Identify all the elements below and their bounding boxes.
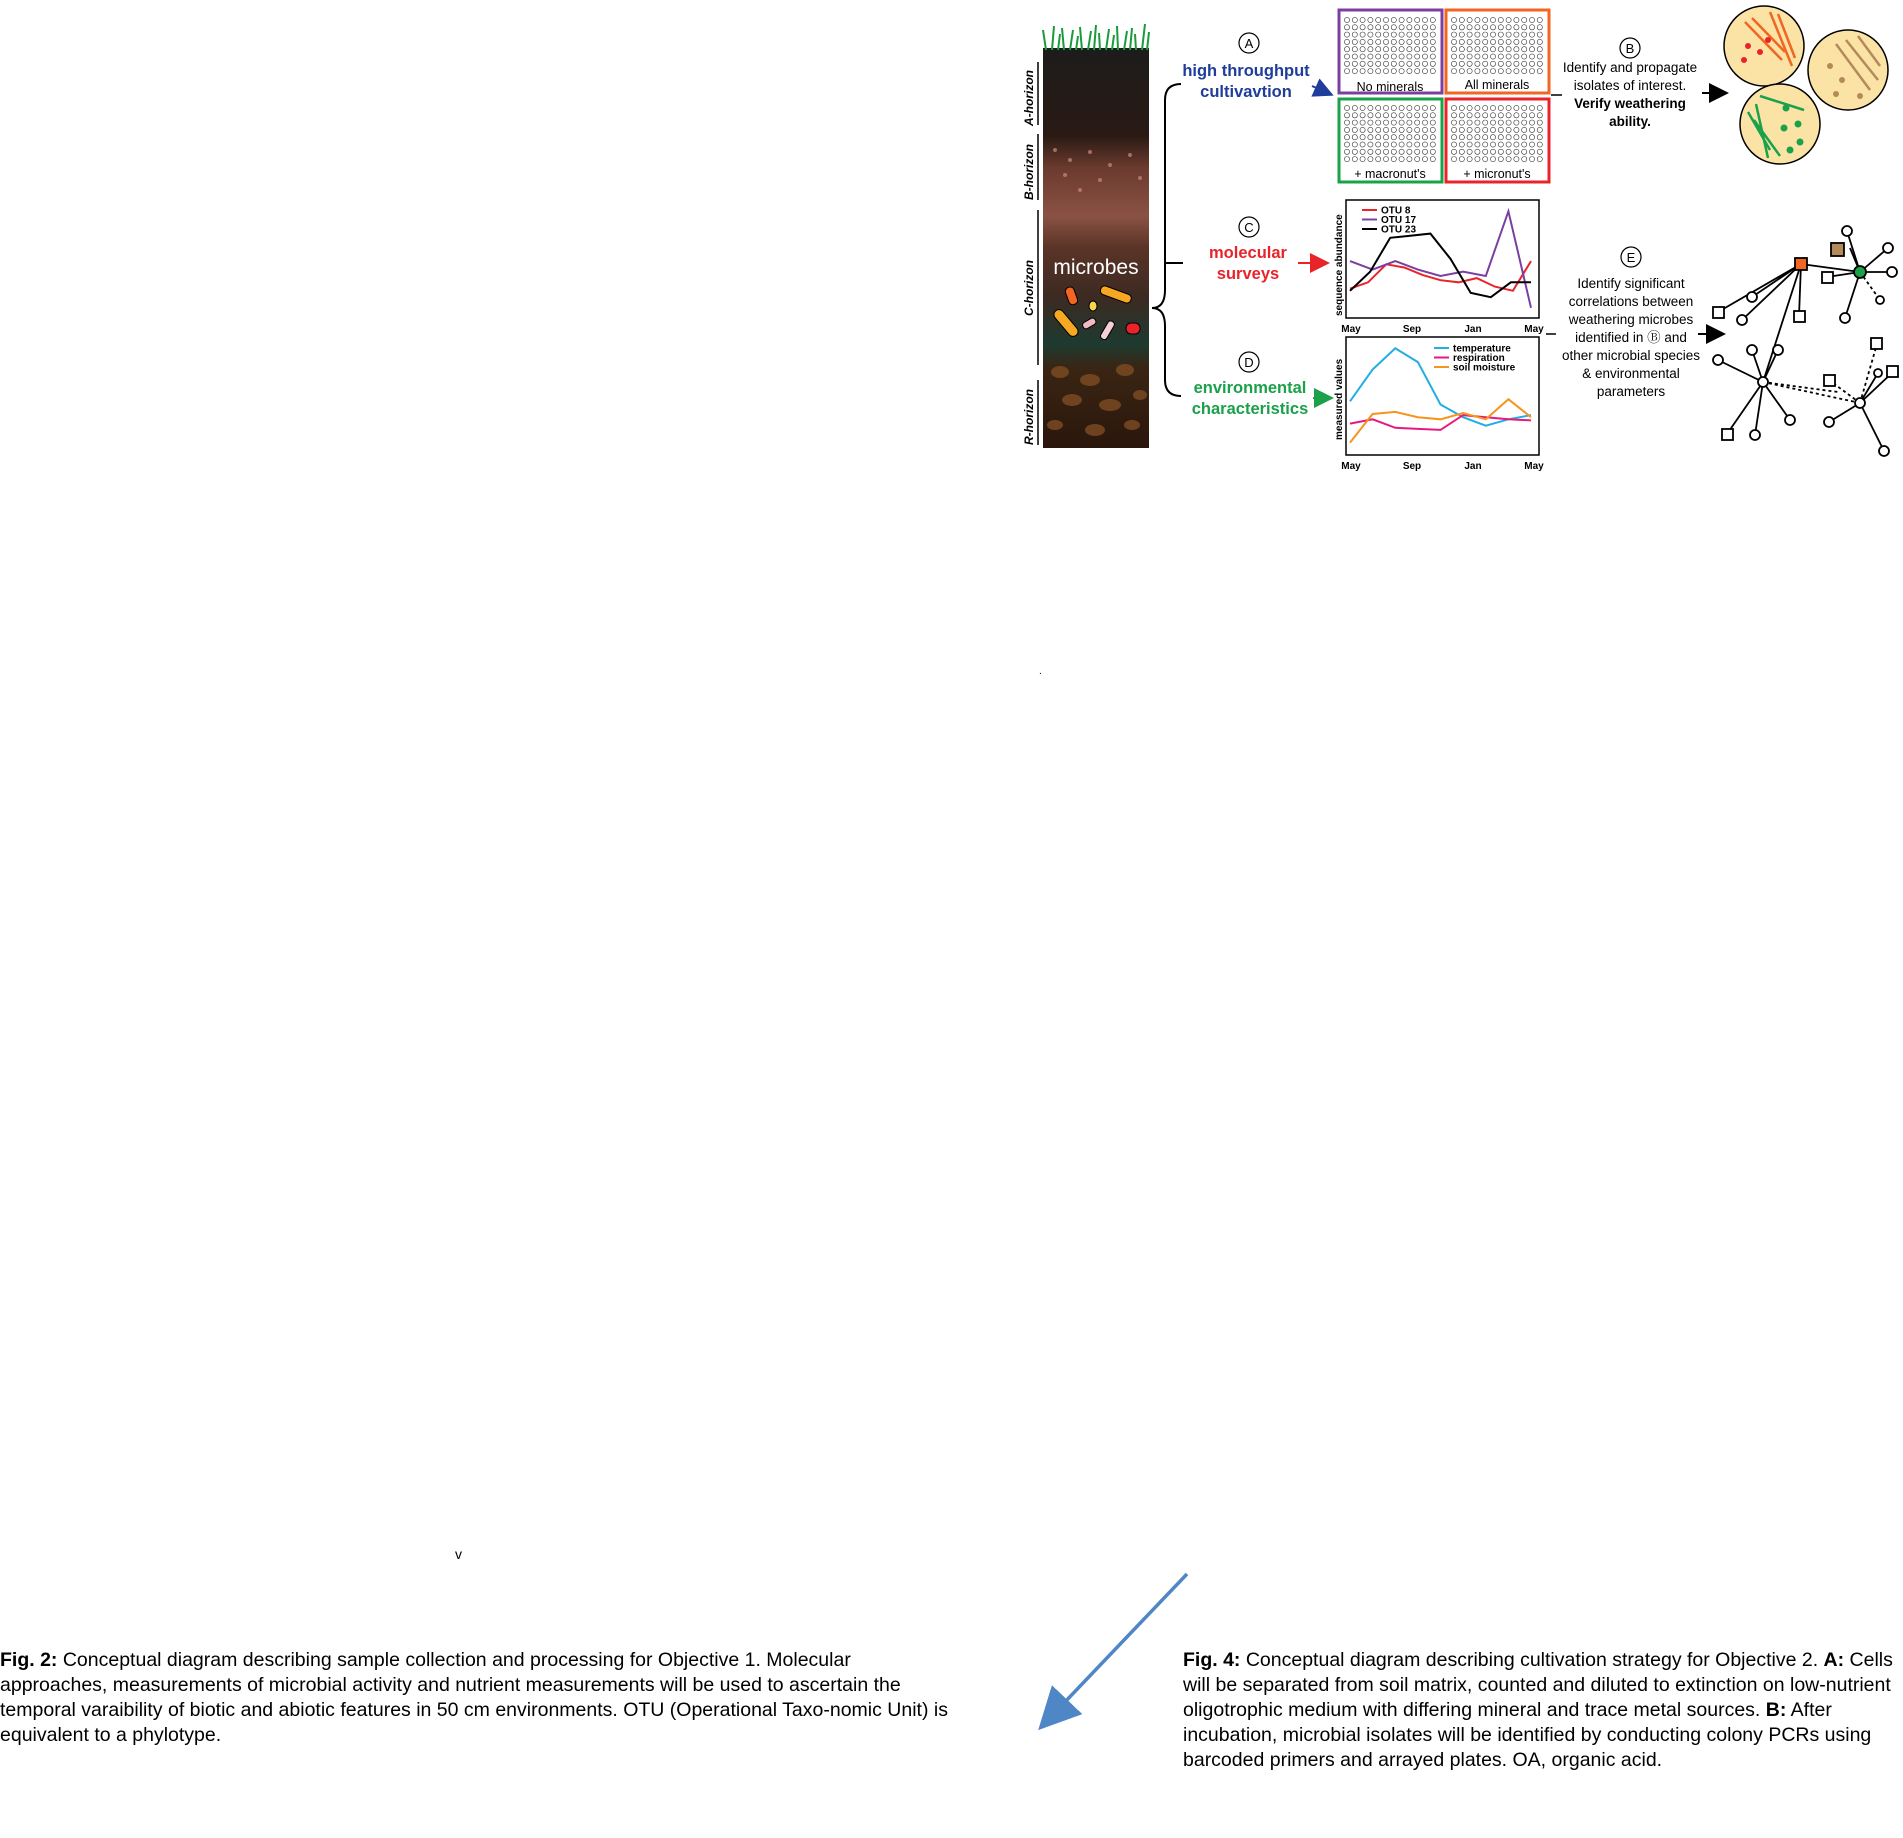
- step-e: [1546, 247, 1722, 399]
- caption-label: Fig. 4:: [1183, 1649, 1241, 1671]
- petri-dish-green: [1740, 84, 1820, 164]
- x-tick-label: May: [1341, 324, 1361, 335]
- r-horizon-label: R-horizon: [1022, 389, 1036, 445]
- plate-grid: [1339, 10, 1549, 182]
- legend-label: OTU 17: [1381, 215, 1417, 226]
- annotation-arrow: [1043, 1574, 1187, 1725]
- plate-label: + micronut's: [1463, 167, 1531, 181]
- caption-text: After incubation, microbial isolates will be identified by conducting colony PCRs using barcoded primers and arrayed plates. OA, organic acid.: [1183, 1699, 1872, 1771]
- x-tick-label: May: [1524, 461, 1544, 472]
- step-d: [1192, 352, 1330, 418]
- caption-text: Conceptual diagram describing cultivation strategy for Objective 2.: [1240, 1649, 1824, 1671]
- plate-macronutrients: [1339, 99, 1442, 182]
- step-e-text-5: other microbial species: [1561, 348, 1701, 363]
- step-e-text-1: Identify significant: [1577, 276, 1685, 291]
- step-b: [1551, 38, 1725, 129]
- stray-mark: .: [1039, 666, 1042, 677]
- caption-sublabel-a: A:: [1823, 1649, 1845, 1671]
- soil-profile: [1022, 24, 1149, 448]
- plate-label: + macronut's: [1354, 167, 1426, 181]
- chart-ylabel: sequence abundance: [1334, 214, 1345, 316]
- step-b-text-3: Verify weathering: [1574, 96, 1686, 111]
- soil-column: [1043, 48, 1149, 448]
- network-node-brown: [1831, 243, 1844, 256]
- step-a-label-2: cultivavtion: [1200, 83, 1292, 101]
- grass-icon: [1043, 24, 1149, 50]
- step-e-text-7: parameters: [1596, 384, 1666, 399]
- x-tick-label: Jan: [1464, 324, 1482, 335]
- microbes-label: microbes: [1053, 256, 1139, 279]
- x-tick-label: May: [1341, 461, 1361, 472]
- legend-label: respiration: [1453, 353, 1505, 364]
- environment-chart: [1334, 337, 1544, 472]
- figure-2-caption: [0, 1648, 960, 1748]
- step-e-text-2: correlations between: [1568, 294, 1694, 309]
- chart-ylabel: measured values: [1334, 358, 1345, 440]
- step-a-label-1: high throughput: [1182, 62, 1310, 80]
- plate-all-minerals: [1446, 10, 1549, 93]
- correlation-network: [1713, 226, 1898, 456]
- petri-dishes: [1724, 6, 1888, 164]
- legend-label: temperature: [1453, 343, 1511, 355]
- otu-abundance-chart: [1334, 200, 1544, 335]
- step-b-text-1: Identify and propagate: [1562, 60, 1698, 75]
- plate-label: All minerals: [1464, 78, 1530, 92]
- step-c-letter: C: [1244, 220, 1254, 235]
- step-e-text-3: weathering microbes: [1568, 312, 1694, 327]
- petri-dish-brown: [1808, 30, 1888, 110]
- step-e-text-4: identified in Ⓑ and: [1575, 330, 1687, 345]
- chart-frame: [1346, 337, 1539, 455]
- chart-xticks: [1341, 324, 1544, 335]
- plate-micronutrients: [1446, 99, 1549, 182]
- step-c: [1209, 217, 1326, 283]
- caption-text: Cells will be separated from soil matrix, counted and diluted to extinction on low-nutrient oligotrophic medium with differing mineral and trace metal sources.: [1183, 1649, 1893, 1721]
- b-horizon-label: B-horizon: [1022, 144, 1036, 200]
- step-a: [1182, 33, 1330, 101]
- petri-dish-orange: [1724, 6, 1804, 86]
- caption-text: Conceptual diagram describing sample collection and processing for Objective 1. Molecular approaches, measurements of microbial activity and nutrient measurements will be used to ascertain the temporal varaibility of biotic and abiotic features in 50 cm environments. OTU (Operational Taxo-nomic Unit) is equivalent to a phylotype.: [0, 1649, 948, 1746]
- step-e-letter: E: [1626, 250, 1636, 265]
- step-a-arrow: [1312, 86, 1330, 94]
- network-node-green: [1854, 266, 1866, 278]
- x-tick-label: Sep: [1402, 461, 1422, 472]
- x-tick-label: Jan: [1464, 461, 1482, 472]
- x-tick-label: May: [1524, 324, 1544, 335]
- step-b-letter: B: [1625, 41, 1635, 56]
- plate-label: No minerals: [1356, 80, 1424, 94]
- legend-label: OTU 8: [1381, 205, 1411, 217]
- step-a-letter: A: [1244, 36, 1254, 51]
- plate-no-minerals: [1339, 10, 1442, 94]
- figure-4-caption: [1183, 1648, 1903, 1773]
- legend-label: soil moisture: [1453, 362, 1516, 374]
- caption-sublabel-b: B:: [1765, 1699, 1787, 1721]
- legend-label: OTU 23: [1381, 224, 1417, 236]
- step-b-text-2: isolates of interest.: [1573, 78, 1687, 93]
- stray-mark: v: [455, 1546, 462, 1562]
- step-b-text-4: ability.: [1609, 114, 1651, 129]
- step-e-text-6: & environmental: [1582, 366, 1680, 381]
- curly-brace: [1152, 84, 1181, 396]
- step-d-label-2: characteristics: [1191, 400, 1309, 418]
- network-node-hub-orange: [1795, 258, 1807, 270]
- chart-xticks: [1341, 461, 1544, 472]
- caption-label: Fig. 2:: [0, 1649, 58, 1671]
- step-d-letter: D: [1244, 355, 1254, 370]
- x-tick-label: Sep: [1402, 324, 1422, 335]
- a-horizon-label: A-horizon: [1022, 70, 1036, 126]
- c-horizon-label: C-horizon: [1022, 260, 1036, 316]
- step-c-label-1: molecular: [1209, 244, 1287, 262]
- step-d-label-1: environmental: [1193, 379, 1307, 397]
- step-c-label-2: surveys: [1216, 265, 1280, 283]
